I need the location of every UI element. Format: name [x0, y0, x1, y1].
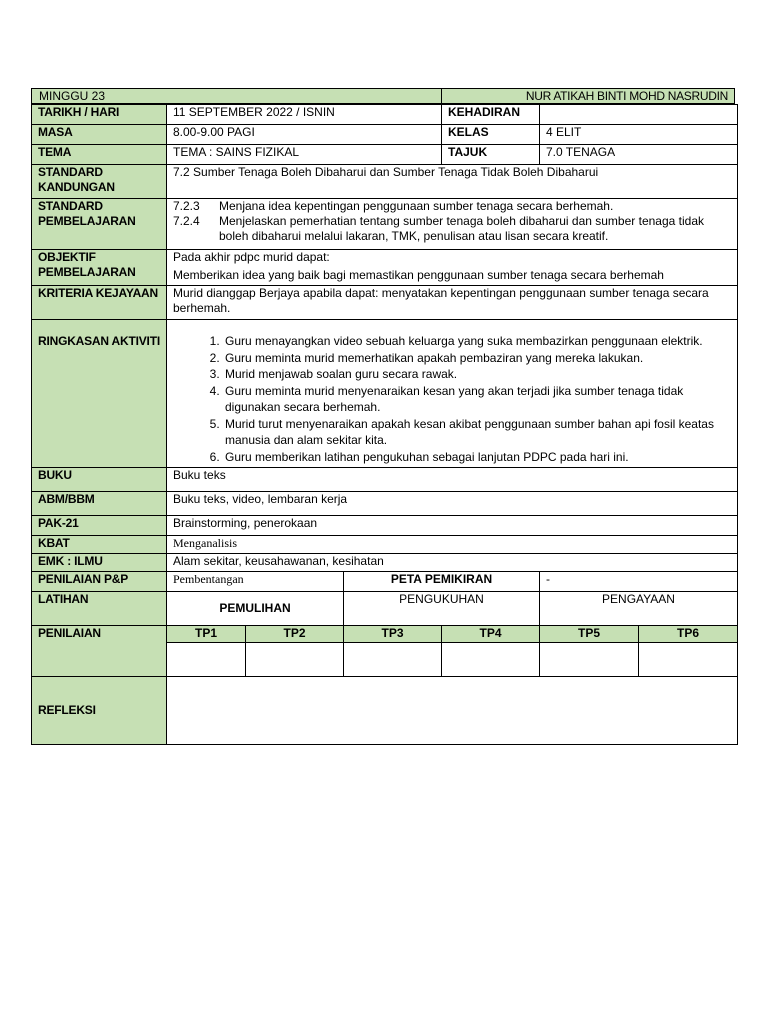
- learning-standard-label: STANDARD PEMBELAJARAN: [32, 199, 167, 250]
- time-label: MASA: [32, 125, 167, 145]
- attendance-label: KEHADIRAN: [442, 105, 540, 125]
- class-label: KELAS: [442, 125, 540, 145]
- row-time: [32, 125, 738, 145]
- row-reflection: [32, 677, 738, 745]
- theme-value: TEMA : SAINS FIZIKAL: [167, 145, 442, 165]
- theme-label: TEMA: [32, 145, 167, 165]
- row-objective: [32, 250, 738, 286]
- topic-value: 7.0 TENAGA: [540, 145, 738, 165]
- header-bar: [31, 88, 735, 104]
- exercise-label: LATIHAN: [32, 592, 167, 626]
- pnp-value: Pembentangan: [167, 572, 344, 592]
- kbat-value: Menganalisis: [167, 536, 738, 554]
- activity-list: [173, 333, 731, 465]
- row-exercise: [32, 592, 738, 626]
- activity-item: 4. Guru meminta murid menyenaraikan kesan yang akan terjadi jika sumber tenaga tidak digunakan secara berhemah.: [223, 383, 731, 416]
- reflection-cell: [167, 677, 738, 745]
- tp4-cell: [442, 643, 540, 677]
- teacher-name: NUR ATIKAH BINTI MOHD NASRUDIN: [525, 89, 728, 103]
- tp6-cell: [639, 643, 738, 677]
- row-theme: [32, 145, 738, 165]
- reinforcement-label: PENGUKUHAN: [344, 592, 540, 626]
- row-pak21: [32, 516, 738, 536]
- activity-label-text: RINGKASAN AKTIVITI: [38, 334, 160, 348]
- attendance-value: [540, 105, 738, 125]
- learning-standard-list: [167, 199, 738, 250]
- tp3-header: TP3: [344, 626, 442, 643]
- abm-label: ABM/BBM: [32, 492, 167, 516]
- pak21-label: PAK-21: [32, 516, 167, 536]
- learning-standard-item: [173, 199, 731, 214]
- activity-item: 1. Guru menayangkan video sebuah keluarga yang suka membazirkan penggunaan elektrik.: [223, 333, 731, 350]
- tp1-header: TP1: [167, 626, 246, 643]
- tp2-cell: [246, 643, 344, 677]
- time-value: 8.00-9.00 PAGI: [167, 125, 442, 145]
- row-pnp: [32, 572, 738, 592]
- tp5-cell: [540, 643, 639, 677]
- activity-item: 2. Guru meminta murid memerhatikan apakah pembaziran yang mereka lakukan.: [223, 350, 731, 367]
- objective-text: Memberikan idea yang baik bagi memastikan penggunaan sumber tenaga secara berhemah: [173, 268, 664, 282]
- assessment-label: PENILAIAN: [32, 626, 167, 677]
- tp6-header: TP6: [639, 626, 738, 643]
- pnp-label: PENILAIAN P&P: [32, 572, 167, 592]
- tp4-header: TP4: [442, 626, 540, 643]
- activity-item: 5. Murid turut menyenaraikan apakah kesan akibat penggunaan sumber bahan api fosil keatas manusia dan alam sekitar kita.: [223, 416, 731, 449]
- reflection-label: REFLEKSI: [32, 677, 167, 745]
- row-activity: [32, 320, 738, 468]
- emk-label: EMK : ILMU: [32, 554, 167, 572]
- row-criteria: [32, 286, 738, 320]
- abm-value: Buku teks, video, lembaran kerja: [167, 492, 738, 516]
- remedial-label: PEMULIHAN: [167, 592, 344, 626]
- activity-item: 3. Murid menjawab soalan guru secara rawak.: [223, 366, 731, 383]
- activity-cell: [167, 320, 738, 468]
- row-book: [32, 468, 738, 492]
- tp2-header: TP2: [246, 626, 344, 643]
- row-date: [32, 105, 738, 125]
- objective-label: OBJEKTIF PEMBELAJARAN: [32, 250, 167, 286]
- row-assessment-header: [32, 626, 738, 643]
- book-value: Buku teks: [167, 468, 738, 492]
- week-label: MINGGU 23: [32, 89, 442, 103]
- tp3-cell: [344, 643, 442, 677]
- kbat-label: KBAT: [32, 536, 167, 554]
- date-value: 11 SEPTEMBER 2022 / ISNIN: [167, 105, 442, 125]
- topic-label: TAJUK: [442, 145, 540, 165]
- emk-value: Alam sekitar, keusahawanan, kesihatan: [167, 554, 738, 572]
- row-abm: [32, 492, 738, 516]
- lesson-plan-table: [31, 104, 738, 745]
- tp5-header: TP5: [540, 626, 639, 643]
- criteria-label: KRITERIA KEJAYAAN: [32, 286, 167, 320]
- activity-label: [32, 320, 167, 468]
- standard-text: Menjelaskan pemerhatian tentang sumber tenaga boleh dibaharui dan sumber tenaga tidak boleh dibaharui melalui lakaran, TMK, penulisan atau lisan secara kreatif.: [219, 214, 704, 243]
- row-kbat: [32, 536, 738, 554]
- row-learning-standard: [32, 199, 738, 250]
- learning-standard-item: [173, 214, 731, 244]
- objective-cell: [167, 250, 738, 286]
- standard-text: Menjana idea kepentingan penggunaan sumber tenaga secara berhemah.: [219, 199, 614, 213]
- objective-intro: Pada akhir pdpc murid dapat:: [173, 250, 330, 264]
- standard-code: 7.2.3: [173, 199, 200, 213]
- tp1-cell: [167, 643, 246, 677]
- date-label: TARIKH / HARI: [32, 105, 167, 125]
- content-standard-value: 7.2 Sumber Tenaga Boleh Dibaharui dan Sumber Tenaga Tidak Boleh Dibaharui: [167, 165, 738, 199]
- class-value: 4 ELIT: [540, 125, 738, 145]
- row-emk: [32, 554, 738, 572]
- thinking-map-value: -: [540, 572, 738, 592]
- thinking-map-label: PETA PEMIKIRAN: [344, 572, 540, 592]
- standard-code: 7.2.4: [173, 214, 200, 228]
- book-label: BUKU: [32, 468, 167, 492]
- row-content-standard: [32, 165, 738, 199]
- enrichment-label: PENGAYAAN: [540, 592, 738, 626]
- criteria-text: Murid dianggap Berjaya apabila dapat: menyatakan kepentingan penggunaan sumber tenaga secara berhemah.: [167, 286, 738, 320]
- content-standard-label: STANDARD KANDUNGAN: [32, 165, 167, 199]
- pak21-value: Brainstorming, penerokaan: [167, 516, 738, 536]
- activity-item: 6. Guru memberikan latihan pengukuhan sebagai lanjutan PDPC pada hari ini.: [223, 449, 731, 466]
